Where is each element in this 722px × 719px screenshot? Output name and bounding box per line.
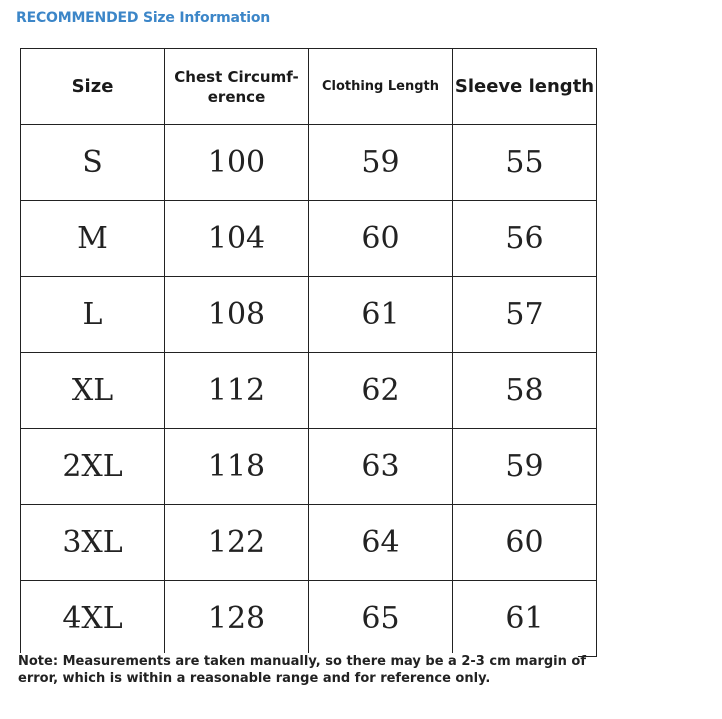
cell-clothing-length: 60 (309, 201, 453, 277)
cell-clothing-length: 61 (309, 277, 453, 353)
table-row (21, 429, 597, 505)
header-sleeve-length: Sleeve length (453, 49, 597, 125)
cell-chest: 108 (165, 277, 309, 353)
cell-clothing-length: 64 (309, 505, 453, 581)
cell-sleeve-length: 55 (453, 125, 597, 201)
table-row (21, 201, 597, 277)
cell-size: XL (21, 353, 165, 429)
cell-clothing-length: 65 (309, 581, 453, 657)
header-chest (165, 49, 309, 125)
header-size: Size (21, 49, 165, 125)
page-title (16, 10, 270, 26)
measurement-note (18, 653, 587, 687)
cell-sleeve-length: 56 (453, 201, 597, 277)
table-header-row (21, 49, 597, 125)
table-row (21, 125, 597, 201)
cell-chest: 104 (165, 201, 309, 277)
header-clothing-length: Clothing Length (309, 49, 453, 125)
cell-sleeve-length: 61 (453, 581, 597, 657)
cell-size: 2XL (21, 429, 165, 505)
table-row (21, 277, 597, 353)
cell-size: S (21, 125, 165, 201)
cell-clothing-length: 59 (309, 125, 453, 201)
table-row (21, 581, 597, 657)
cell-chest: 128 (165, 581, 309, 657)
title-prefix: RECOMMENDED (16, 10, 139, 26)
note-line-2: error, which is within a reasonable range and for reference only. (18, 671, 491, 686)
header-chest-line1: Chest Circumf- (174, 67, 299, 86)
cell-sleeve-length: 58 (453, 353, 597, 429)
cell-chest: 112 (165, 353, 309, 429)
cell-chest: 122 (165, 505, 309, 581)
cell-sleeve-length: 60 (453, 505, 597, 581)
cell-sleeve-length: 57 (453, 277, 597, 353)
cell-clothing-length: 63 (309, 429, 453, 505)
cell-chest: 100 (165, 125, 309, 201)
cell-size: 3XL (21, 505, 165, 581)
cell-size: 4XL (21, 581, 165, 657)
table-row (21, 505, 597, 581)
note-line-1: Note: Measurements are taken manually, so there may be a 2-3 cm margin of (18, 654, 587, 669)
title-rest: Size Information (138, 10, 271, 26)
header-chest-line2: erence (207, 87, 266, 106)
cell-size: L (21, 277, 165, 353)
cell-sleeve-length: 59 (453, 429, 597, 505)
cell-size: M (21, 201, 165, 277)
table-row (21, 353, 597, 429)
cell-clothing-length: 62 (309, 353, 453, 429)
size-chart-table (20, 48, 597, 657)
cell-chest: 118 (165, 429, 309, 505)
